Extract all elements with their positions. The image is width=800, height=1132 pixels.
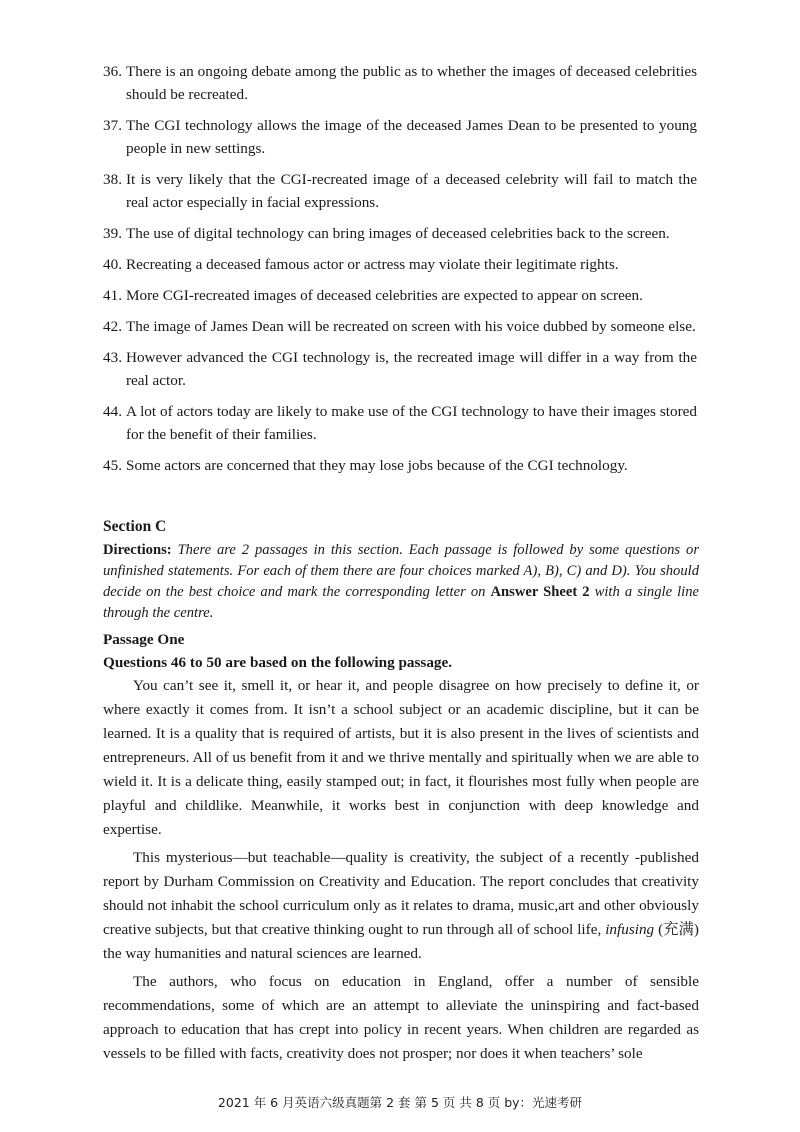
passage-paragraph: The authors, who focus on education in England, offer a number of sensible recommendations, some of which are an attempt to alleviate the uninspiring and fact-based approach to education that has crept into policy in recent years. When children are regarded as vessels to be filled with facts, creativity does not prosper; nor does it when teachers’ sole <box>103 973 699 1062</box>
statement-item <box>103 253 697 276</box>
statement-number: 37. <box>103 117 122 134</box>
passage-paragraph: You can’t see it, smell it, or hear it, and people disagree on how precisely to define it, or where exactly it comes from. It isn’t a school subject or an academic discipline, but it can be learned. It is a quality that is required of artists, but it is also present in the lives of scientists and entrepreneurs. All of us benefit from it and we thrive mentally and spiritually when we are able to wield it. It is a delicate thing, easily stamped out; in fact, it flourishes most fully when people are playful and childlike. Meanwhile, it works best in conjunction with deep knowledge and expertise. <box>103 677 699 838</box>
statement-text: There is an ongoing debate among the public as to whether the images of deceased celebrities should be recreated. <box>126 63 697 103</box>
statement-number: 45. <box>103 457 122 474</box>
statement-text: The use of digital technology can bring images of deceased celebrities back to the screen. <box>126 225 670 242</box>
section-c <box>103 515 699 1070</box>
statement-number: 38. <box>103 171 122 188</box>
statement-item <box>103 315 697 338</box>
directions-label: Directions: <box>103 542 172 558</box>
statement-number: 42. <box>103 318 122 335</box>
statement-text: However advanced the CGI technology is, the recreated image will differ in a way from the real actor. <box>126 349 697 389</box>
page-footer: 2021 年 6 月英语六级真题第 2 套 第 5 页 共 8 页 by：光速考研 <box>217 1095 583 1110</box>
answer-sheet-label: Answer Sheet 2 <box>490 584 590 600</box>
statement-number: 43. <box>103 349 122 366</box>
statement-number: 36. <box>103 63 122 80</box>
statement-item <box>103 284 697 307</box>
italic-term: infusing <box>605 921 655 938</box>
statement-number: 41. <box>103 287 122 304</box>
section-title: Section C <box>103 518 167 535</box>
paragraph-text: the way humanities and natural sciences are learned. <box>103 945 422 962</box>
statement-number: 40. <box>103 256 122 273</box>
statement-item <box>103 400 697 446</box>
statement-item <box>103 222 697 245</box>
statement-text: Recreating a deceased famous actor or actress may violate their legitimate rights. <box>126 256 619 273</box>
statement-text: More CGI-recreated images of deceased celebrities are expected to appear on screen. <box>126 287 643 304</box>
statement-item <box>103 114 697 160</box>
statement-item <box>103 60 697 106</box>
statement-item <box>103 168 697 214</box>
statement-list <box>103 60 697 485</box>
statement-text: A lot of actors today are likely to make use of the CGI technology to have their images stored for the benefit of their families. <box>126 403 697 443</box>
statement-text: Some actors are concerned that they may lose jobs because of the CGI technology. <box>126 457 628 474</box>
passage-title: Passage One <box>103 631 185 648</box>
passage-paragraph <box>103 846 699 966</box>
statement-text: It is very likely that the CGI-recreated image of a deceased celebrity will fail to match the real actor especially in facial expressions. <box>126 171 697 211</box>
statement-text: The CGI technology allows the image of the deceased James Dean to be presented to young people in new settings. <box>126 117 697 157</box>
directions-text-end: with a single line through the centre. <box>103 584 699 621</box>
statement-number: 44. <box>103 403 122 420</box>
statement-number: 39. <box>103 225 122 242</box>
directions <box>103 540 699 624</box>
statement-text: The image of James Dean will be recreated on screen with his voice dubbed by someone else. <box>126 318 696 335</box>
questions-heading: Questions 46 to 50 are based on the following passage. <box>103 654 453 671</box>
paragraph-text: This mysterious—but teachable—quality is creativity, the subject of a recently -published report by Durham Commission on Creativity and Education. The report concludes that creativity should not inhabit the school curriculum only as it relates to drama, music,art and other obviously creative subjects, but that creative thinking ought to run through all of school life, <box>103 849 699 938</box>
chinese-gloss: (充满) <box>658 921 699 938</box>
statement-item <box>103 346 697 392</box>
directions-text: There are 2 passages in this section. Each passage is followed by some questions or unfinished statements. For each of them there are four choices marked A), B), C) and D). You should decide on the best choice and mark the corresponding letter on <box>103 542 699 600</box>
statement-item <box>103 454 697 477</box>
